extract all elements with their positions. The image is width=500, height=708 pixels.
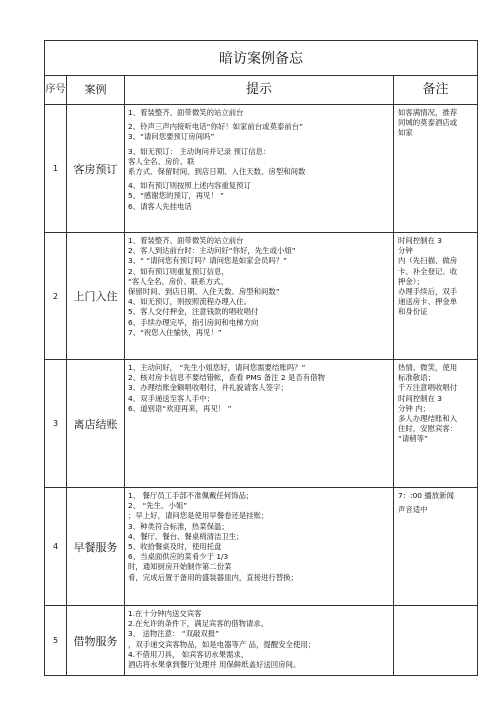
tip-line: 5、“感谢您的预订，再见！ ”	[128, 191, 225, 201]
note-line: 分钟	[398, 246, 413, 256]
note-line: 办理手续后，双手	[398, 287, 458, 297]
note-line: 标准敬语；	[398, 373, 435, 383]
tip-line: 酒店将水果拿到餐厅处理并 用保鲜纸盖好送回房间。	[128, 660, 301, 670]
tip-line: ，双手递交宾客物品，如是电器等产 品，提醒安全使用；	[128, 639, 316, 649]
table-row	[45, 488, 478, 606]
note-line: 分钟 内；	[398, 403, 430, 413]
tip-line: 1.在十分钟内送交宾客	[128, 609, 202, 618]
row-notes	[394, 105, 478, 233]
tip-line: 6、手续办理完毕，指引房间和电梯方向	[128, 317, 259, 327]
tip-line: 2、核对房卡信息不要结错帐，查看 PMS 备注 2 是否有借物	[128, 373, 325, 383]
tip-line: 2、客人到达前台时：主动问好“你好，先生或小姐”	[128, 246, 296, 256]
note-line: 时间控制在 3	[398, 236, 443, 245]
note-line: 千万注意唱收唱付	[398, 383, 458, 393]
note-line: 卡、补全登记、收	[398, 266, 458, 276]
table-row	[45, 606, 478, 676]
memo-table	[44, 40, 478, 676]
note-line: 如客满情况，推荐	[398, 108, 458, 117]
header-row	[45, 76, 478, 105]
tip-line: 3、种类符合标准，热菜保温；	[128, 521, 229, 531]
tip-line: 7、“祝您入住愉快，再见！”	[128, 327, 222, 337]
tip-line: 1、 餐厅员工手部不准佩戴任何饰品；	[128, 491, 254, 500]
tip-line: 3、 送物注意： “双敲双报”	[128, 629, 219, 639]
tip-line: 肴，完成后置于备用的盛装器皿内，直接进行替换；	[128, 572, 298, 582]
row-case: 借物服务	[67, 606, 125, 676]
row-tips	[125, 360, 394, 488]
note-line: 住时，安慰宾客：	[398, 424, 458, 434]
table-row	[45, 360, 478, 488]
row-index: 2	[45, 233, 67, 360]
tip-line: 1、主动问好， “先生小姐您好，请问您需要结账吗？”	[128, 363, 306, 372]
note-line: “请稍等”	[398, 434, 428, 444]
tip-line: 3、办理结账金额唱收唱付，并礼貌请客人签字；	[128, 383, 288, 393]
tip-line: 4、双手递送至客人手中；	[128, 393, 215, 403]
tip-line: 4、如无预订，则按照流程办理入住。	[128, 297, 251, 307]
header-notes: 备注	[394, 76, 478, 105]
note-line: 如家	[398, 128, 413, 138]
row-index: 4	[45, 488, 67, 606]
tip-line: “客人全名、房价、联系方式、	[128, 276, 228, 286]
row-case: 离店结账	[67, 360, 125, 488]
note-line: 热情、微笑，使用	[398, 363, 458, 372]
note-line: 内（先扫描、做房	[398, 256, 458, 266]
tip-line: 5、客人交付押金，注意钱款的唱收唱付	[128, 307, 259, 317]
row-index: 1	[45, 105, 67, 233]
row-tips	[125, 488, 394, 606]
note-line: 声音适中	[398, 505, 428, 515]
row-case: 早餐服务	[67, 488, 125, 606]
memo-title: 暗访案例备忘	[45, 41, 478, 76]
tip-line: 4、如有预订则按照上述内容重复预订	[128, 181, 251, 191]
tip-line: 2、 “先生、小姐”	[128, 501, 188, 511]
tip-line: 2、如有预订则重复预订信息，	[128, 266, 229, 276]
tip-line: 6、当桌面供应的菜肴少于 1/3	[128, 552, 229, 562]
row-tips	[125, 105, 394, 233]
tip-line: 6、道别语“欢迎再来，再见！ ”	[128, 403, 232, 413]
tip-line: 4.不借用刀具， 如宾客切水果需求，	[128, 649, 249, 659]
tip-line: 3、如无预订： 主动询问并记录 预订信息：	[128, 146, 271, 156]
tip-line: 3、“请问您要预订房间吗”	[128, 132, 215, 142]
note-line: 押金）；	[398, 276, 424, 286]
note-line: 同城的莫泰酒店或	[398, 118, 458, 128]
row-notes	[394, 606, 478, 676]
tip-line: 时，通知厨房开始制作第二份菜	[128, 562, 232, 572]
header-case: 案例	[67, 76, 125, 105]
tip-line: 1、着装整齐、面带微笑的站立前台	[128, 236, 244, 245]
note-line: 和身份证	[398, 307, 428, 317]
row-notes	[394, 488, 478, 606]
row-index: 3	[45, 360, 67, 488]
table-row	[45, 233, 478, 360]
row-notes	[394, 233, 478, 360]
tip-line: 2、铃声三声内接听电话“你好！如家前台或莫泰前台”	[128, 122, 303, 132]
tip-line: 5、收拾餐桌及时，使用托盘	[128, 542, 222, 552]
tip-line: 系方式、保留时间、到店日期、入住天数、房型和间数	[128, 167, 306, 177]
title-row	[45, 41, 478, 76]
tip-line: 1、着装整齐、面带微笑的站立前台	[128, 108, 244, 117]
row-case: 上门入住	[67, 233, 125, 360]
header-index: 序号	[45, 76, 67, 105]
tip-line: 3、“ “请问您有预订吗？请问您是如家会员吗？”	[128, 256, 287, 266]
note-line: 时间控制在 3	[398, 393, 443, 403]
table-row	[45, 105, 478, 233]
row-notes	[394, 360, 478, 488]
tip-line: 6、请客人先挂电话	[128, 201, 192, 211]
row-case: 客房预订	[67, 105, 125, 233]
tip-line: 客人全名、房价、联	[128, 156, 195, 166]
tip-line: 保留时间、到店日期、入住天数、房型和间数”	[128, 287, 280, 297]
row-index: 5	[45, 606, 67, 676]
row-tips	[125, 233, 394, 360]
tip-line: 4、餐厅、餐台、餐桌椅清洁卫生；	[128, 531, 244, 541]
tip-line: 2.在允许的条件下，满足宾客的借物请求。	[128, 619, 269, 629]
row-tips	[125, 606, 394, 676]
header-tips: 提示	[125, 76, 394, 105]
note-line: 7：:00 播放新闻	[398, 491, 454, 500]
note-line: 递送房卡、押金单	[398, 297, 458, 307]
tip-line: ；早上好，请问您是使用早餐卷还是挂账；	[128, 511, 269, 521]
note-line: 多人办理结账和入	[398, 414, 458, 424]
